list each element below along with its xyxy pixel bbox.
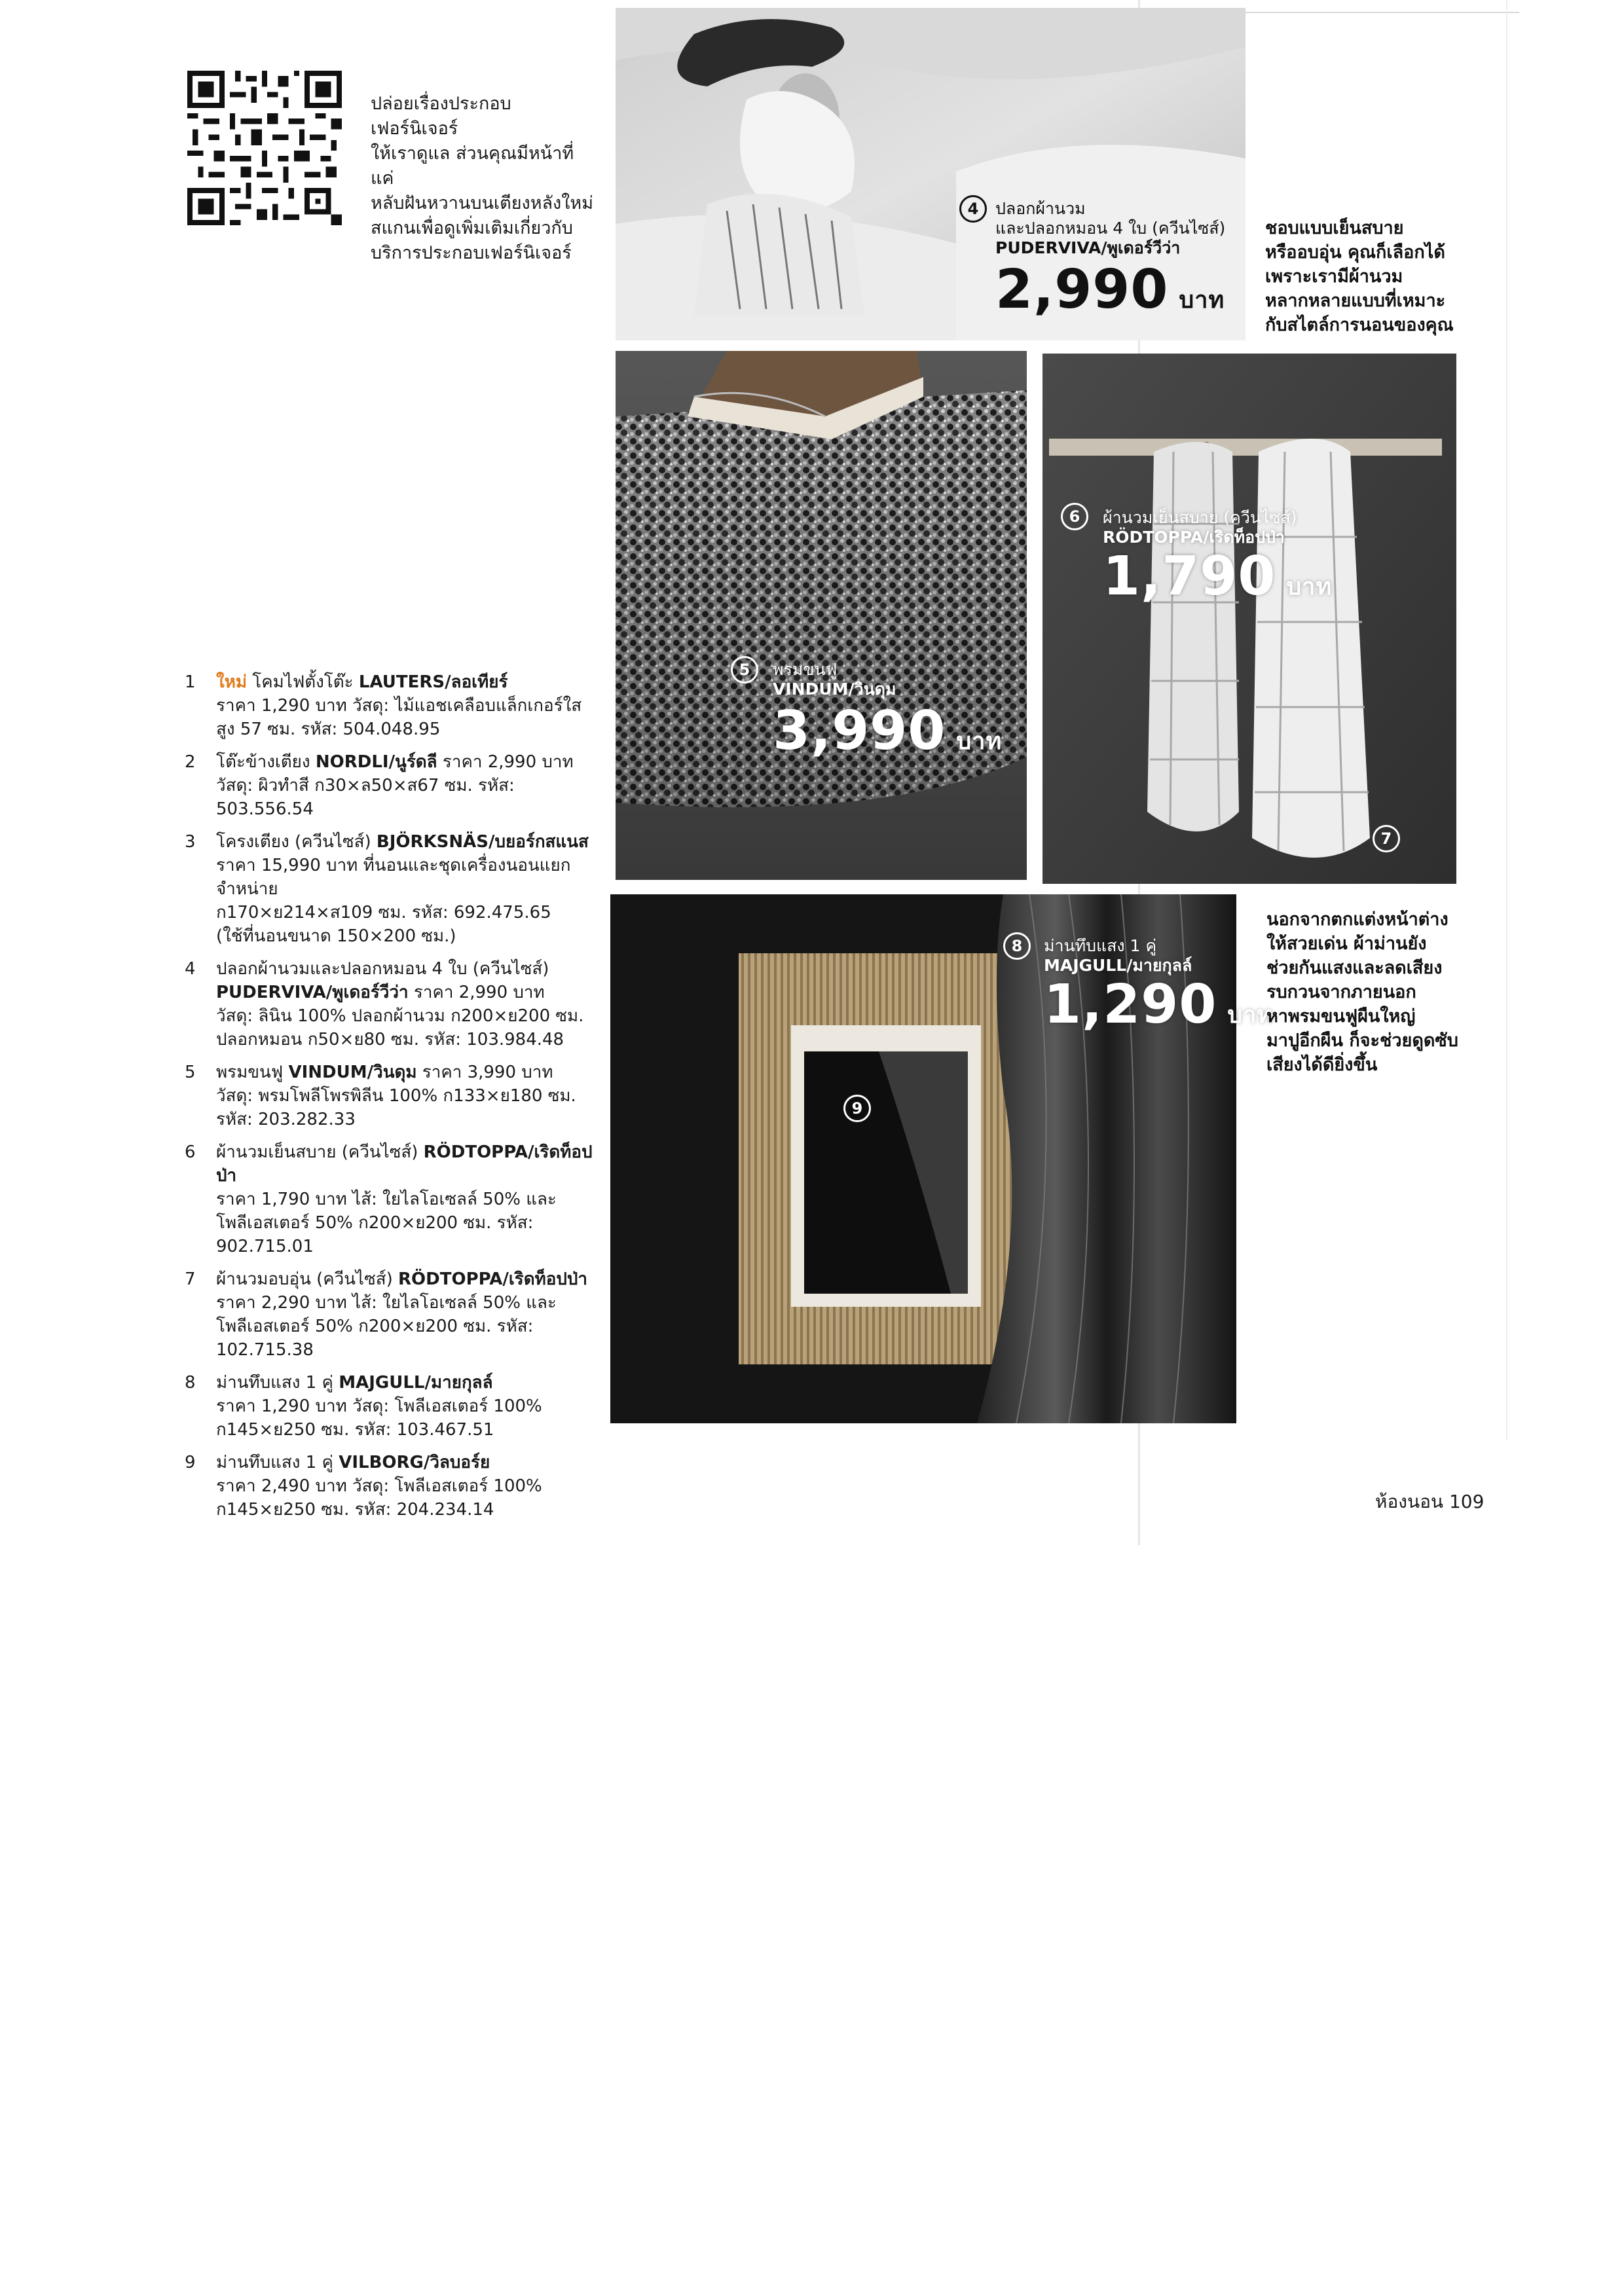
product-type: และปลอกหมอน 4 ใบ (ควีนไซส์) [995, 219, 1226, 238]
price-currency: บาท [1179, 287, 1225, 314]
item-detail: วัสดุ: ผิวทำสี ก30×ล50×ส67 ซม. รหัส: 503.556.54 [216, 776, 515, 819]
item-number: 5 [185, 1063, 196, 1082]
item-desc: โต๊ะข้างเตียง [216, 752, 316, 772]
product-name: VINDUM/วินดุม [773, 680, 896, 699]
product-price [995, 259, 1225, 327]
copy-line: มาปูอีกผืน ก็จะช่วยดูดซับ [1266, 1030, 1458, 1051]
item-desc: โคมไฟตั้งโต๊ะ [246, 672, 359, 692]
product-label [1103, 508, 1297, 547]
item-number: 1 [185, 672, 196, 692]
product-label [1044, 936, 1192, 975]
photo-curtains [610, 894, 1274, 1423]
list-item [185, 1061, 610, 1131]
product-price [1044, 974, 1274, 1042]
product-price [1103, 545, 1333, 614]
item-desc: ผ้านวมเย็นสบาย (ควีนไซส์) [216, 1142, 424, 1162]
item-name: PUDERVIVA/พูเดอร์วีว่า [216, 983, 409, 1002]
item-desc: ผ้านวมอบอุ่น (ควีนไซส์) [216, 1269, 399, 1289]
item-desc: ม่านทึบแสง 1 คู่ [216, 1453, 339, 1472]
price-value: 2,990 [995, 259, 1169, 321]
product-label [773, 660, 896, 699]
copy-line: หรืออบอุ่น คุณก็เลือกได้ [1265, 242, 1445, 263]
price-value: 3,990 [773, 700, 946, 762]
item-detail: ก145×ย250 ซม. รหัส: 103.467.51 [216, 1420, 494, 1440]
new-tag: ใหม่ [216, 672, 247, 692]
qr-caption-line: ปล่อยเรื่องประกอบเฟอร์นิเจอร์ [371, 94, 511, 139]
item-detail: ก145×ย250 ซม. รหัส: 204.234.14 [216, 1500, 494, 1520]
item-detail: ปลอกหมอน ก50×ย80 ซม. รหัส: 103.984.48 [216, 1030, 564, 1049]
list-item [185, 957, 610, 1051]
item-number: 8 [185, 1373, 196, 1393]
item-detail: (ใช้ที่นอนขนาด 150×200 ซม.) [216, 926, 456, 946]
item-number: 4 [185, 959, 196, 979]
copy-line: ช่วยกันแสงและลดเสียง [1266, 958, 1443, 978]
item-name: RÖDTOPPA/เริดท็อปป่า [216, 1142, 593, 1186]
item-name: BJÖRKSNÄS/บยอร์กสแนส [376, 832, 589, 852]
price-value: 1,290 [1044, 974, 1217, 1036]
list-item [185, 1451, 610, 1522]
item-desc: ปลอกผ้านวมและปลอกหมอน 4 ใบ (ควีนไซส์) [216, 959, 549, 979]
item-detail: รหัส: 203.282.33 [216, 1110, 356, 1129]
item-number-badge: 9 [843, 1095, 871, 1122]
item-number-badge: 7 [1373, 825, 1400, 852]
item-name: RÖDTOPPA/เริดท็อปป่า [398, 1269, 588, 1289]
product-type: ผ้านวมเย็นสบาย (ควีนไซส์) [1103, 508, 1297, 527]
item-price: ราคา 3,990 บาท [416, 1063, 553, 1082]
qr-caption-line: สแกนเพื่อดูเพิ่มเติมเกี่ยวกับ [371, 218, 573, 238]
qr-caption [371, 92, 593, 266]
item-detail: โพลีเอสเตอร์ 50% ก200×ย200 ซม. รหัส: 902.715.01 [216, 1213, 534, 1256]
copy-line: นอกจากตกแต่งหน้าต่าง [1266, 909, 1449, 930]
item-desc: โครงเตียง (ควีนไซส์) [216, 832, 377, 852]
item-price: ราคา 2,990 บาท [408, 983, 545, 1002]
item-number: 3 [185, 832, 196, 852]
copy-line: หาพรมขนฟูผืนใหญ่ [1266, 1006, 1416, 1027]
list-item [185, 1267, 610, 1362]
item-number-badge: 6 [1061, 503, 1088, 530]
price-currency: บาท [956, 728, 1003, 755]
qr-code-graphic [187, 71, 342, 225]
price-value: 1,790 [1103, 545, 1276, 608]
price-currency: บาท [1227, 1002, 1274, 1029]
item-number: 9 [185, 1453, 196, 1472]
item-detail: ราคา 1,290 บาท วัสดุ: โพลีเอสเตอร์ 100% [216, 1396, 542, 1416]
copy-line: หลากหลายแบบที่เหมาะ [1265, 291, 1446, 311]
item-number: 6 [185, 1142, 196, 1162]
list-item [185, 1140, 610, 1258]
item-number-badge: 4 [959, 195, 987, 223]
item-name: MAJGULL/มายกุลล์ [339, 1373, 493, 1393]
item-number-badge: 8 [1003, 932, 1031, 960]
product-price [773, 700, 1003, 769]
product-type: ปลอกผ้านวม [995, 199, 1086, 218]
product-type: ม่านทึบแสง 1 คู่ [1044, 936, 1157, 955]
item-name: VILBORG/วิลบอร์ย [339, 1453, 490, 1472]
product-name: RÖDTOPPA/เริดท็อปป่า [1103, 528, 1285, 547]
item-name: VINDUM/วินดุม [288, 1063, 417, 1082]
qr-code[interactable] [187, 71, 342, 225]
rug-illustration [616, 351, 1027, 880]
product-type: พรมขนฟู [773, 660, 838, 679]
item-detail: วัสดุ: พรมโพลีโพรพิลีน 100% ก133×ย180 ซม. [216, 1086, 576, 1106]
item-number: 2 [185, 752, 196, 772]
list-item [185, 1371, 610, 1442]
copy-line: รบกวนจากภายนอก [1266, 982, 1416, 1002]
scan-edge [1506, 0, 1507, 1440]
item-number: 7 [185, 1269, 196, 1289]
item-detail: ก170×ย214×ส109 ซม. รหัส: 692.475.65 [216, 903, 551, 922]
page-footer: ห้องนอน 109 [1375, 1491, 1485, 1512]
list-item [185, 750, 610, 821]
qr-caption-line: หลับฝันหวานบนเตียงหลังใหม่ [371, 193, 594, 213]
price-currency: บาท [1286, 574, 1333, 600]
photo-shag-rug [616, 351, 1027, 880]
item-detail: ราคา 2,490 บาท วัสดุ: โพลีเอสเตอร์ 100% [216, 1476, 542, 1496]
item-name: NORDLI/นูร์ดลี [315, 752, 437, 772]
copy-line: เสียงได้ดียิ่งขึ้น [1266, 1055, 1378, 1075]
copy-line: เพราะเรามีผ้านวม [1265, 266, 1403, 287]
item-detail: โพลีเอสเตอร์ 50% ก200×ย200 ซม. รหัส: 102.715.38 [216, 1317, 534, 1360]
item-detail: ราคา 15,990 บาท ที่นอนและชุดเครื่องนอนแยกจำหน่าย [216, 856, 571, 899]
product-list [185, 670, 610, 1531]
copy-line: ให้สวยเด่น ผ้าม่านยัง [1266, 934, 1427, 954]
item-detail: ราคา 2,290 บาท ไส้: ใยไลโอเซลล์ 50% และ [216, 1293, 557, 1313]
item-detail: สูง 57 ซม. รหัส: 504.048.95 [216, 720, 441, 739]
item-detail: ราคา 1,290 บาท วัสดุ: ไม้แอชเคลือบแล็กเกอร์ใส [216, 696, 582, 716]
copy-line: กับสไตล์การนอนของคุณ [1265, 315, 1454, 335]
product-name: MAJGULL/มายกุลล์ [1044, 956, 1192, 975]
copy-line: ชอบแบบเย็นสบาย [1265, 218, 1404, 238]
item-desc: พรมขนฟู [216, 1063, 289, 1082]
photo-bed-duvet [616, 8, 1246, 340]
qr-caption-line: บริการประกอบเฟอร์นิเจอร์ [371, 243, 572, 263]
list-item [185, 670, 610, 741]
item-desc: ม่านทึบแสง 1 คู่ [216, 1373, 339, 1393]
list-item [185, 830, 610, 948]
side-copy-curtains [1266, 907, 1458, 1077]
item-detail: วัสดุ: ลินิน 100% ปลอกผ้านวม ก200×ย200 ซม. [216, 1006, 584, 1026]
item-name: LAUTERS/ลอเทียร์ [358, 672, 508, 692]
photo-hanging-duvets [1043, 354, 1456, 884]
item-detail: ราคา 1,790 บาท ไส้: ใยไลโอเซลล์ 50% และ [216, 1190, 557, 1209]
qr-caption-line: ให้เราดูแล ส่วนคุณมีหน้าที่แค่ [371, 143, 574, 189]
product-label [995, 199, 1225, 258]
item-number-badge: 5 [731, 656, 758, 683]
duvets-illustration [1043, 354, 1456, 884]
item-price: ราคา 2,990 บาท [437, 752, 574, 772]
side-copy-duvets [1265, 216, 1454, 337]
product-name: PUDERVIVA/พูเดอร์วีว่า [995, 238, 1181, 257]
